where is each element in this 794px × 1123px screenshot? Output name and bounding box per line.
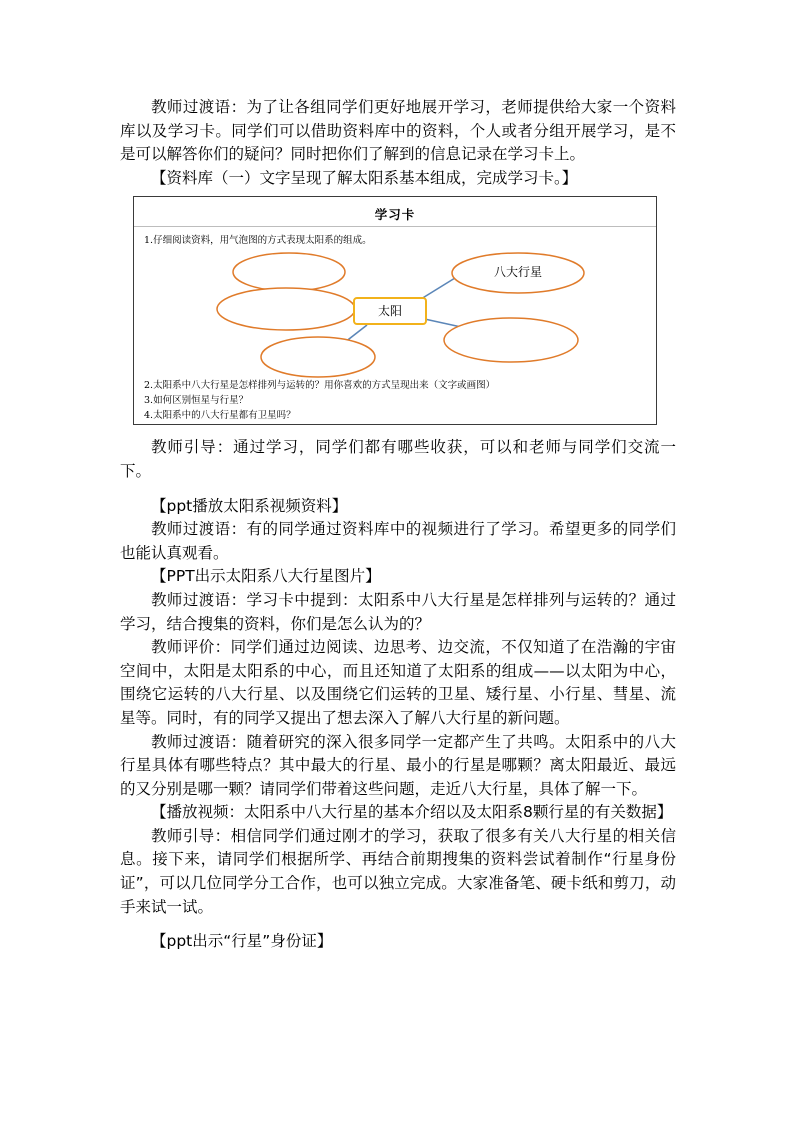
empty-bubble-2 <box>217 288 355 330</box>
study-card-title: 学习卡 <box>374 207 416 223</box>
empty-bubble-1 <box>233 253 345 291</box>
paragraph-teacher-guide-1: 教师引导：通过学习，同学们都有哪些收获，可以和老师与同学们交流一下。 <box>120 438 676 480</box>
paragraph-library-heading: 【资料库（一）文字呈现了解太阳系基本组成，完成学习卡。】 <box>151 168 578 187</box>
card-title-divider <box>134 226 656 227</box>
paragraph-teacher-evaluation: 教师评价：同学们通过边阅读、边思考、边交流，不仅知道了在浩瀚的宇宙空间中，太阳是太阳系的中心，而且还知道了太阳系的组成——以太阳为中心，围绕它运转的八大行星、以及围绕它们运转的卫星、矮行星、小行星、彗星、流星等。同时，有的同学又提出了想去深入了解八大行星的新问题。 <box>120 638 676 727</box>
question-1: 1.仔细阅读资料，用气泡图的方式表现太阳系的组成。 <box>144 235 372 247</box>
empty-bubble-4 <box>261 337 375 377</box>
paragraph-teacher-transition-4: 教师过渡语：随着研究的深入很多同学一定都产生了共鸣。太阳系中的八大行星具体有哪些特点？其中最大的行星、最小的行星是哪颗？离太阳最近、最远的又分别是哪一颗？请同学们带着这些问题，走近八大行星，具体了解一下。 <box>120 732 676 798</box>
question-4: 4.太阳系中的八大行星都有卫星吗？ <box>144 410 296 422</box>
paragraph-ppt-planets: 【PPT出示太阳系八大行星图片】 <box>151 567 381 586</box>
paragraph-teacher-transition-2: 教师过渡语：有的同学通过资料库中的视频进行了学习。希望更多的同学们也能认真观看。 <box>120 520 676 562</box>
paragraph-teacher-transition-3: 教师过渡语：学习卡中提到：太阳系中八大行星是怎样排列与运转的？通过学习，结合搜集的资料，你们是怎么认为的？ <box>120 590 676 633</box>
paragraph-teacher-transition-1: 教师过渡语：为了让各组同学们更好地展开学习，老师提供给大家一个资料库以及学习卡。同学们可以借助资料库中的资料，个人或者分组开展学习，是不是可以解答你们的疑问？同时把你们了解到的信息记录在学习卡上。 <box>120 98 676 164</box>
connector-line <box>421 278 455 299</box>
paragraph-teacher-guide-2: 教师引导：相信同学们通过刚才的学习，获取了很多有关八大行星的相关信息。接下来，请同学们根据所学、再结合前期搜集的资料尝试着制作“行星身份证”，可以几位同学分工合作，也可以独立完成。大家准备笔、硬卡纸和剪刀，动手来试一试。 <box>120 826 676 916</box>
sun-center-node: 太阳 <box>353 297 427 325</box>
question-3: 3.如何区别恒星与行星？ <box>144 395 249 407</box>
paragraph-play-video: 【播放视频：太阳系中八大行星的基本介绍以及太阳系8颗行星的有关数据】 <box>151 803 673 822</box>
paragraph-ppt-id-card: 【ppt出示“行星”身份证】 <box>151 932 333 951</box>
empty-bubble-3 <box>444 318 578 362</box>
document-body <box>120 96 676 954</box>
question-2: 2.太阳系中八大行星是怎样排列与运转的？用你喜欢的方式呈现出来（文字或画图） <box>144 380 496 392</box>
planets-bubble-label: 八大行星 <box>493 265 542 280</box>
study-card <box>133 196 657 425</box>
paragraph-ppt-video: 【ppt播放太阳系视频资料】 <box>151 496 348 515</box>
